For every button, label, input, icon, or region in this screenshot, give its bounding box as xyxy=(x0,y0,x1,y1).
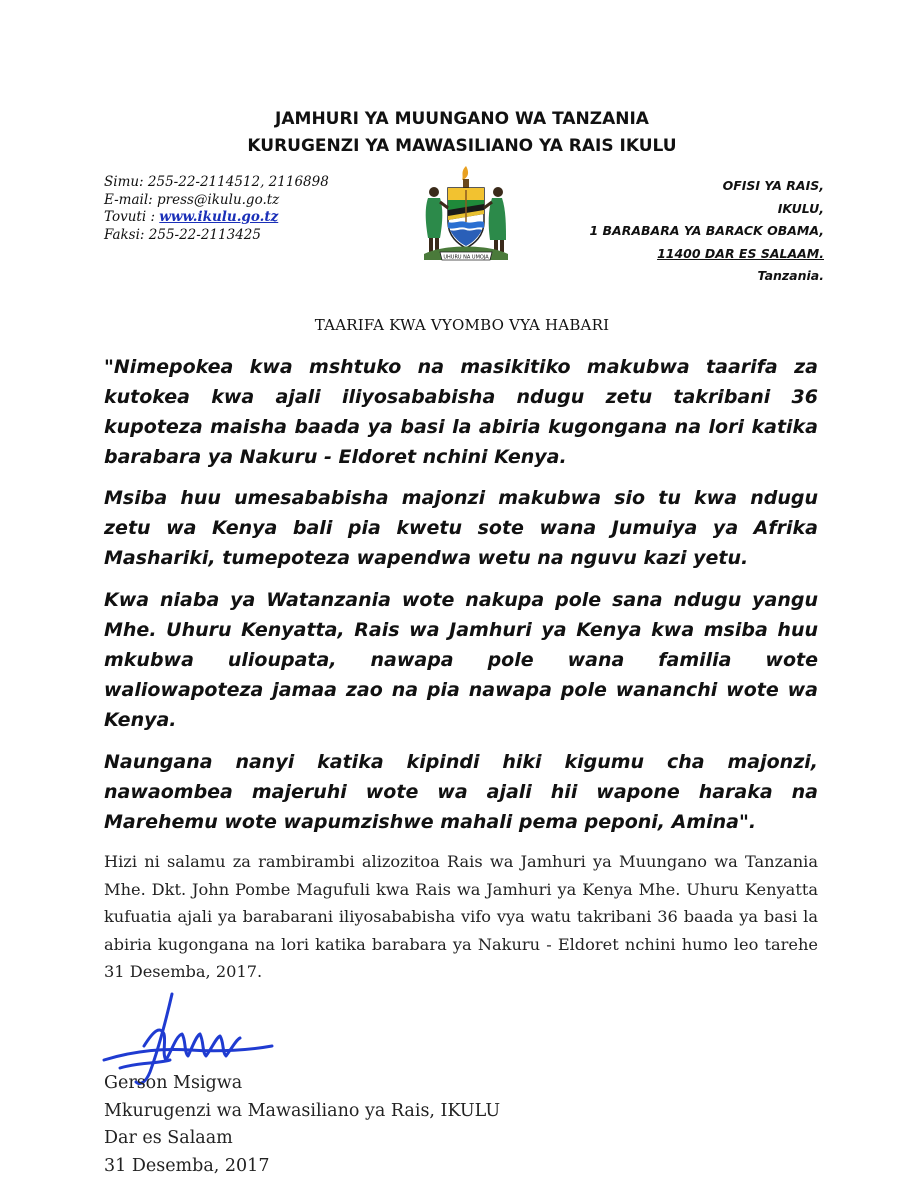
svg-text:UHURU NA UMOJA: UHURU NA UMOJA xyxy=(443,254,489,261)
quote-paragraph: Naungana nanyi katika kipindi hiki kigumu cha majonzi, nawaombea majeruhi wote wa ajali hii wapone haraka na Marehemu wote wapumzishwe mahali pema peponi, Amina". xyxy=(104,751,818,833)
address-line-ikulu: IKULU, xyxy=(777,200,824,216)
signatory-title: Mkurugenzi wa Mawasiliano ya Rais, IKULU xyxy=(104,1100,501,1121)
office-address xyxy=(589,175,824,288)
signatory-place: Dar es Salaam xyxy=(104,1128,233,1148)
email-line: E-mail: press@ikulu.go.tz xyxy=(104,191,280,208)
body-paragraph: Hizi ni salamu za rambirambi alizozitoa Rais wa Jamhuri ya Muungano wa Tanzania Mhe. Dkt. John Pombe Magufuli kwa Rais wa Jamhuri ya Kenya Mhe. Uhuru Kenyatta kufuatia ajali ya barabarani iliyosababisha vifo vya watu takribani 36 baada ya basi la abiria kugongana na lori katika barabara ya Nakuru - Eldoret nchini humo leo tarehe 31 Desemba, 2017. xyxy=(104,852,818,981)
signatory-name: Gerson Msigwa xyxy=(104,1073,243,1093)
header-line-directorate: KURUGENZI YA MAWASILIANO YA RAIS IKULU xyxy=(247,136,677,156)
address-line-office: OFISI YA RAIS, xyxy=(722,178,824,193)
fax-line: Faksi: 255-22-2113425 xyxy=(104,226,261,243)
website-label: Tovuti : xyxy=(104,209,160,225)
quote-paragraph: Msiba huu umesababisha majonzi makubwa sio tu kwa ndugu zetu wa Kenya bali pia kwetu sote wana Jumuiya ya Afrika Mashariki, tumepoteza wapendwa wetu na nguvu kazi yetu. xyxy=(104,487,818,569)
signatory-date: 31 Desemba, 2017 xyxy=(104,1155,270,1176)
address-line-street: 1 BARABARA YA BARACK OBAMA, xyxy=(589,223,824,238)
address-line-city: 11400 DAR ES SALAAM. xyxy=(657,245,824,261)
quote-paragraph: "Nimepokea kwa mshtuko na masikitiko makubwa taarifa za kutokea kwa ajali iliyosababisha ndugu zetu takribani 36 kupoteza maisha baada ya basi la abiria kugongana na lori katika barabara ya Nakuru - Eldoret nchini Kenya. xyxy=(104,356,818,468)
website-link[interactable]: www.ikulu.go.tz xyxy=(159,209,279,225)
document-heading: TAARIFA KWA VYOMBO VYA HABARI xyxy=(314,316,610,334)
contact-details-left xyxy=(104,174,329,244)
website-line xyxy=(104,209,329,227)
quote-paragraph: Kwa niaba ya Watanzania wote nakupa pole sana ndugu yangu Mhe. Uhuru Kenyatta, Rais wa Jamhuri ya Kenya kwa msiba huu mkubwa ulioupata, nawapa pole wana familia wote waliowapoteza jamaa zao na pia nawapa pole wananchi wote wa Kenya. xyxy=(104,589,818,731)
header-line-republic: JAMHURI YA MUUNGANO WA TANZANIA xyxy=(275,109,649,129)
phone-line: Simu: 255-22-2114512, 2116898 xyxy=(104,174,329,190)
tanzania-coat-of-arms-icon xyxy=(414,164,518,268)
address-line-country: Tanzania. xyxy=(757,268,824,283)
signature-block xyxy=(104,1070,500,1180)
